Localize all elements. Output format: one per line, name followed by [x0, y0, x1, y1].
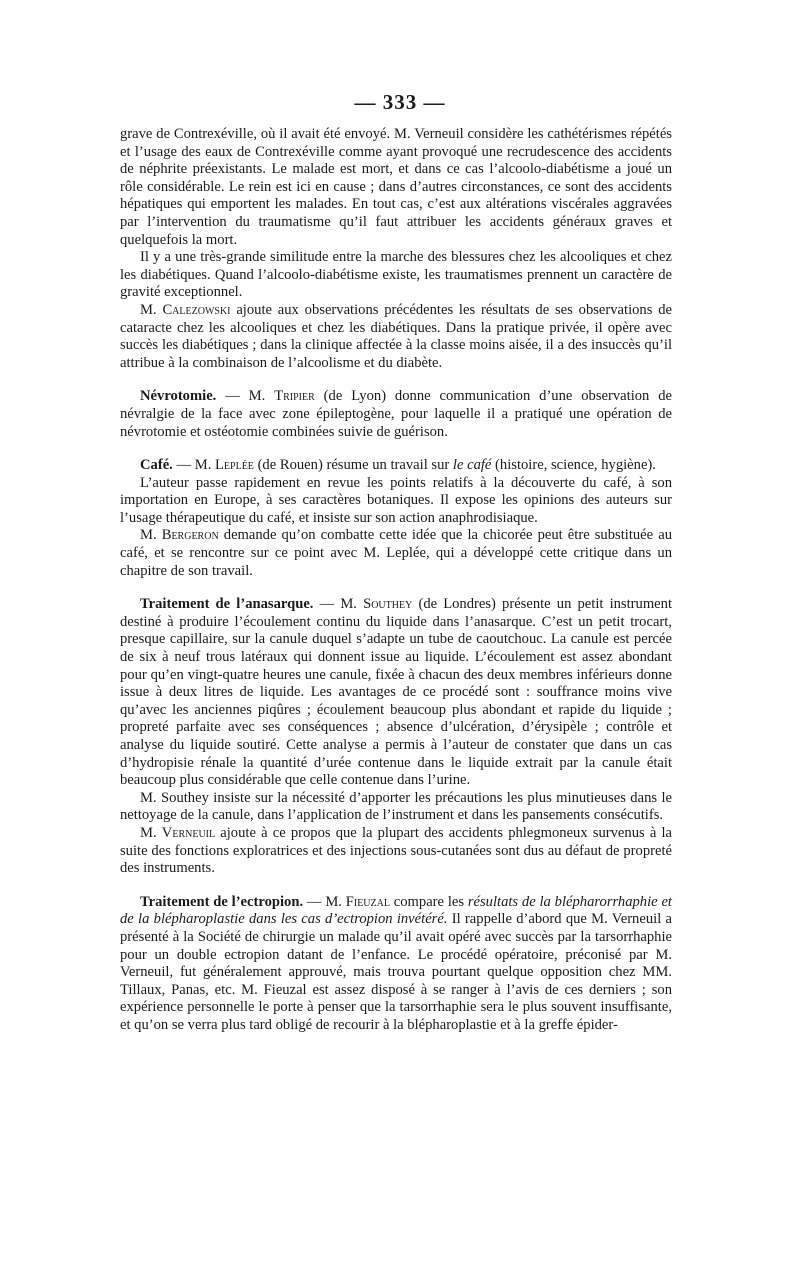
author-name: M. Calezowski: [140, 301, 231, 318]
paragraph: grave de Contrexéville, où il avait été envoyé. M. Verneuil considère les cathétérismes répétés et l’usage des eaux de Contrexéville comme ayant provoqué une recrudescence des accidents de néphrite préexistants. Le malade est mort, et dans ce cas l’alcoolo-diabétisme a joué un rôle considérable. Le rein est ici en cause ; dans d’autres circonstances, ce sont des accidents hépatiques qui emportent les malades. En tout cas, c’est aux altérations viscérales aggravées par l’intervention du traumatisme qu’il faut attribuer les accidents généraux graves et quelquefois la mort.: [120, 126, 672, 248]
work-title: le café: [452, 457, 492, 474]
section-title: Café.: [140, 457, 173, 474]
author-name: Verneuil: [161, 824, 216, 841]
author-name: Southey: [363, 596, 413, 613]
paragraph: M. Verneuil ajoute à ce propos que la plupart des accidents phlegmoneux survenus à la suite des fonctions exploratrices et des injections sous-cutanées sont dus au défaut de propreté des instruments.: [120, 824, 673, 877]
author-name: Leplée: [215, 457, 254, 474]
body-text: [120, 126, 672, 1035]
section-nevrotomie: Névrotomie. — M. Tripier (de Lyon) donne communication d’une observation de névralgie de la face avec zone épileptogène, pour laquelle il a pratiqué une opération de névrotomie et ostéotomie combinées suivie de guérison.: [120, 388, 672, 440]
paragraph: M. Southey insiste sur la nécessité d’apporter les précautions les plus minutieuses dans le nettoyage de la canule, dans l’application de l’instrument et dans les pansements consécutifs.: [120, 789, 672, 824]
paragraph: M. Bergeron demande qu’on combatte cette idée que la chicorée peut être substituée au café, et se rencontre sur ce point avec M. Leplée, qui a développé cette critique dans un chapitre de son travail.: [120, 527, 672, 579]
page-number: — 333 —: [354, 90, 446, 114]
section-title: Traitement de l’ectropion.: [140, 893, 304, 910]
author-name: Tripier: [274, 388, 315, 405]
author-name: Fieuzal: [345, 893, 390, 910]
paragraph: Il y a une très-grande similitude entre la marche des blessures chez les alcooliques et chez les diabétiques. Quand l’alcoolo-diabétisme existe, les traumatismes prennent un caractère de gravité exceptionnel.: [120, 249, 672, 301]
author-name: Bergeron: [161, 527, 219, 544]
section-title: Névrotomie.: [140, 388, 217, 405]
section-ectropion: Traitement de l’ectropion. — M. Fieuzal compare les résultats de la blépharorrhaphie et de la blépharoplastie dans les cas d’ectropion invétéré. Il rappelle d’abord que M. Verneuil a présenté à la Société de chirurgie un malade qu’il avait opéré avec succès par la tarsorrhaphie pour un double ectropion datant de l’enfance. Le procédé opératoire, préconisé par M. Verneuil, fut généralement approuvé, mais trouva pourtant quelque opposition chez MM. Tillaux, Panas, etc. M. Fieuzal est assez disposé à se ranger à l’avis de ces derniers ; son expérience personnelle le porte à penser que la tarsorrhaphie sera le plus souvent insuffisante, et qu’on se verra plus tard obligé de recourir à la blépharoplastie et à la greffe épider-: [120, 893, 672, 1033]
section-anasarque: Traitement de l’anasarque. — M. Southey (de Londres) présente un petit instrument destiné à produire l’écoulement continu du liquide dans l’anasarque. C’est un petit trocart, presque capillaire, sur la canule duquel s’adapte un tube de caoutchouc. La canule est percée de six à neuf trous latéraux qui donnent issue au liquide. L’écoulement est assez abondant pour qu’en vingt-quatre heures une canule, fixée à chacun des deux membres inférieurs donne issue à deux litres de liquide. Les avantages de ce procédé sont : souffrance moins vive qu’avec les anciennes piqûres ; écoulement beaucoup plus abondant et rapide du liquide ; propreté parfaite avec ses conséquences ; absence d’ulcération, d’érysipèle ; contrôle et analyse du liquide soutiré. Cette analyse a permis à l’auteur de constater que dans un cas d’hydropisie rénale la quantité d’urée contenue dans le liquide extrait par la canule était beaucoup plus considérable que celle contenue dans l’urine.: [120, 596, 673, 789]
paragraph: M. Calezowski ajoute aux observations précédentes les résultats de ses observations de cataracte chez les alcooliques et chez les diabétiques. Dans la pratique privée, il opère avec succès les diabétiques ; dans la clinique affectée à la classe moins aisée, il a des insuccès qu’il attribue à la combinaison de l’alcoolisme et du diabète.: [120, 301, 672, 371]
section-cafe: Café. — M. Leplée (de Rouen) résume un travail sur le café (histoire, science, hygiène).: [140, 457, 656, 474]
work-title: résultats de la blépharorrhaphie et de la blépharoplastie dans les cas d’ectropion invétéré.: [120, 893, 672, 928]
section-title: Traitement de l’anasarque.: [140, 596, 314, 613]
paragraph: L’auteur passe rapidement en revue les points relatifs à la découverte du café, à son importation en Europe, à ses caractères botaniques. Il expose les opinions des auteurs sur l’usage thérapeutique du café, et insiste sur son action anaphrodisiaque.: [120, 474, 672, 526]
